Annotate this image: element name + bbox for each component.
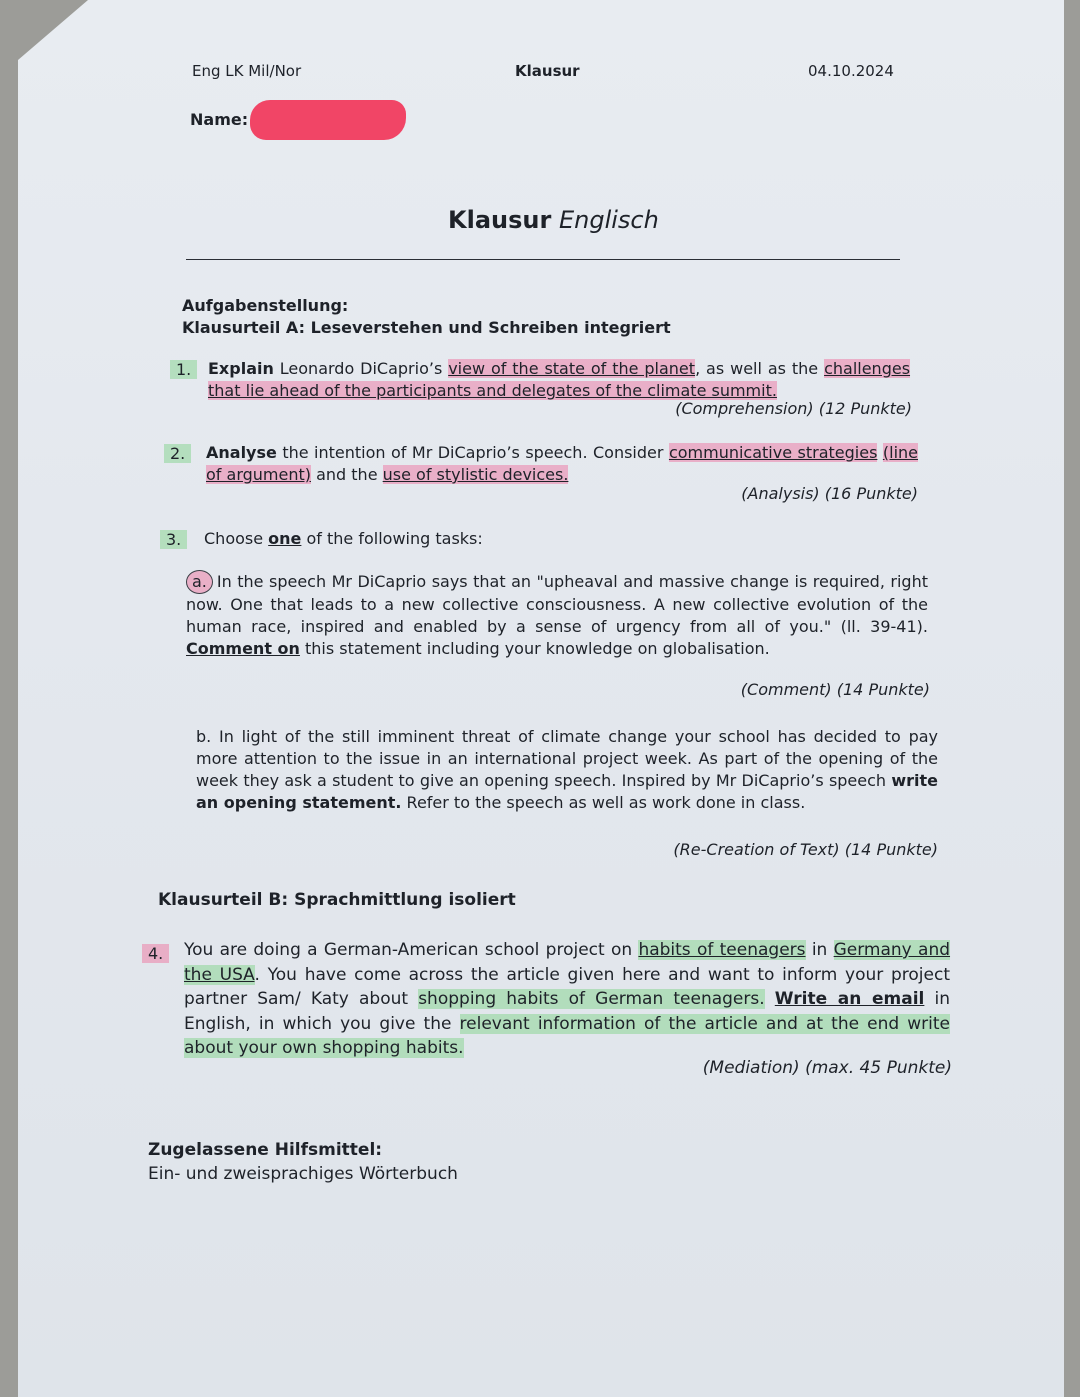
task4-highlight-4: relevant information of the article and at the end write about your own shopping habits. (184, 1013, 951, 1058)
task2-points: (Analysis) (16 Punkte) (741, 484, 918, 503)
task2-text-mid: and the (316, 465, 378, 484)
task4-text-3: . You have come across the article given here and want to inform your project partner Sam/ Katy about (184, 964, 950, 1009)
task1-verb: Explain (208, 359, 274, 378)
task3b-points: (Re-Creation of Text) (14 Punkte) (673, 840, 938, 859)
course-label: Eng LK Mil/Nor (192, 62, 302, 80)
task4-text (184, 938, 950, 1061)
task1-points: (Comprehension) (12 Punkte) (675, 399, 912, 418)
task4-points: (Mediation) (max. 45 Punkte) (702, 1058, 952, 1078)
exam-type: Klausur (515, 62, 580, 80)
task4-text-4: in English, in which you give the (184, 989, 951, 1034)
task2-number: 2. (164, 444, 191, 463)
task3a-label: a. (186, 570, 213, 594)
task3b-text-post: Refer to the speech as well as work done in class. (406, 793, 806, 812)
task2-highlight-1: communicative strategies (668, 443, 878, 462)
task4-highlight-2: Germany and the USA (184, 940, 951, 985)
page-title (448, 206, 659, 234)
task4-highlight-1: habits of teenagers (638, 940, 806, 960)
task2-verb: Analyse (206, 443, 277, 462)
task3a-verb: Comment on (186, 639, 300, 658)
folded-corner (18, 0, 88, 60)
task4-verb: Write an email (774, 989, 925, 1009)
task3-text-pre: Choose (204, 529, 264, 548)
redaction-mark (250, 100, 406, 140)
task3a-text (186, 570, 928, 660)
task1-highlight-2: challenges that lie ahead of the participants and delegates of the climate summit. (208, 359, 911, 400)
task3a-text-post: this statement including your knowledge on globalisation. (305, 639, 770, 658)
task2-text (206, 442, 918, 486)
task3-emphasis: one (268, 529, 302, 548)
task4-text-1: You are doing a German-American school project on (184, 940, 633, 960)
task3a-text-pre: In the speech Mr DiCaprio says that an "upheaval and massive change is required, right now. One that leads to a new collective consciousness. A new collective evolution of the human race, inspired and enabled by a sense of urgency from all of you." (ll. 39-41). (186, 572, 928, 636)
task1-highlight-1: view of the state of the planet (448, 359, 696, 378)
task2-highlight-3: use of stylistic devices. (382, 465, 569, 484)
section-b-heading: Klausurteil B: Sprachmittlung isoliert (158, 890, 516, 910)
task2-text-pre: the intention of Mr DiCaprio’s speech. Consider (282, 443, 664, 462)
task2-highlight-2: (line of argument) (206, 443, 919, 484)
exam-sheet (18, 0, 1064, 1397)
task3b-text-pre: In light of the still imminent threat of climate change your school has decided to pay more attention to the issue in an international project week. As part of the opening of the week they ask a student to give an opening speech. Inspired by Mr DiCaprio’s speech (196, 727, 939, 790)
task4-text-2: in (811, 940, 828, 960)
name-label: Name: (190, 110, 249, 129)
task-heading: Aufgabenstellung: (182, 296, 349, 315)
task1-text-pre: Leonardo DiCaprio’s (279, 359, 443, 378)
exam-date: 04.10.2024 (808, 62, 894, 80)
task3b-label: b. (196, 727, 212, 746)
task1-text (208, 358, 910, 402)
section-a-heading: Klausurteil A: Leseverstehen und Schreiben integriert (182, 318, 671, 337)
task3-text-post: of the following tasks: (306, 529, 483, 548)
task3a-points: (Comment) (14 Punkte) (740, 680, 930, 699)
task3-text (204, 528, 904, 550)
aids-text: Ein- und zweisprachiges Wörterbuch (148, 1164, 458, 1184)
task1-text-mid: , as well as the (695, 359, 819, 378)
task1-number: 1. (170, 360, 197, 379)
task3b-text (196, 726, 938, 814)
task4-highlight-3: shopping habits of German teenagers. (418, 989, 765, 1009)
task3b-verb: write an opening statement. (196, 771, 938, 812)
title-bold: Klausur (448, 206, 552, 234)
title-divider (186, 259, 900, 260)
aids-heading: Zugelassene Hilfsmittel: (148, 1140, 383, 1160)
task3-number: 3. (160, 530, 187, 549)
title-italic: Englisch (558, 206, 659, 234)
task4-number: 4. (142, 944, 169, 963)
